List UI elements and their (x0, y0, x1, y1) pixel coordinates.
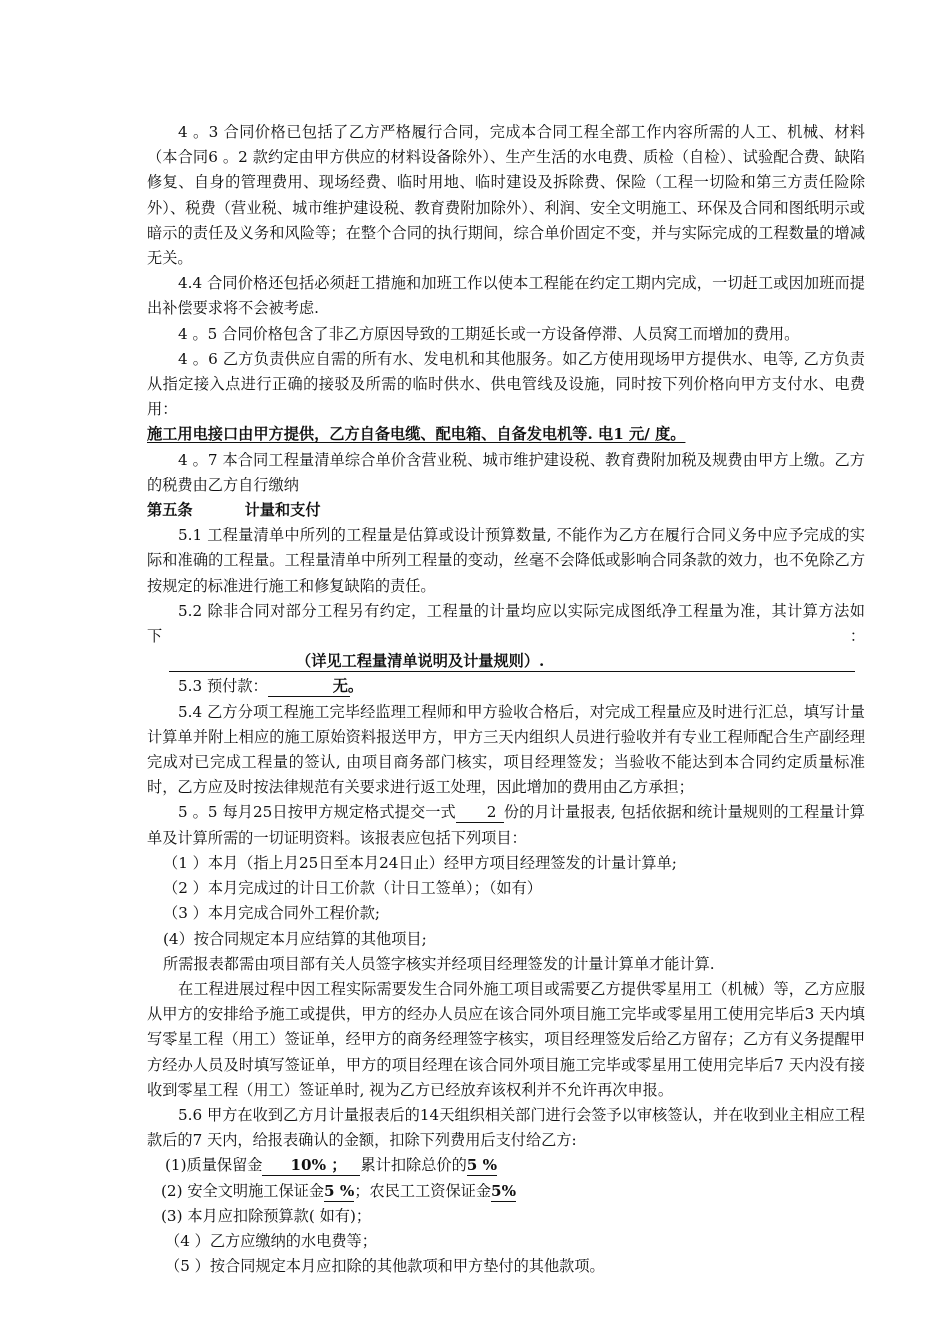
clause-5-2-text: 5.2 除非合同对部分工程另有约定，工程量的计量均应以实际完成图纸净工程量为准，其计算方法如下： (147, 601, 865, 646)
article-title: 计量和支付 (244, 501, 321, 520)
clause-4-3: 4 。3 合同价格已包括了乙方严格履行合同，完成本合同工程全部工作内容所需的人工、机械、材料（本合同6 。2 款约定由甲方供应的材料设备除外）、生产生活的水电费、质检（自检）、试验配合费、缺陷修复、自身的管理费用、现场经费、临时用地、临时建设及拆除费、保险（工程一切险和第三方责任险除外）、税费（营业税、城市维护建设税、教育费附加除外）、利润、安全文明施工、环保及合同和图纸明示或暗示的责任及义务和风险等；在整个合同的执行期间，综合单价固定不变，并与实际完成的工程数量的增减无关。 (147, 123, 865, 268)
article-number: 第五条 (147, 501, 193, 520)
clause-5-5-pre: 5 。5 每月25日按甲方规定格式提交一式 (178, 803, 456, 822)
retention-cap-rate: 5 % (466, 1156, 498, 1175)
clause-5-6: 5.6 甲方在收到乙方月计量报表后的14天组织相关部门进行会签予以审核签认，并在收到业主相应工程款后的7 天内，给报表确认的金额，扣除下列费用后支付给乙方: (147, 1105, 865, 1150)
clause-5-5-post: 份的月计量报表, 包括依据和统计量规则的工程量计算单及计算所需的一切证明资料。该报表应包括下列项目： (147, 803, 865, 847)
safety-deposit-rate: 5 % (324, 1181, 355, 1200)
deduction-item-4: （4 ）乙方应缴纳的水电费等； (165, 1231, 377, 1250)
clause-4-7: 4 。7 本合同工程量清单综合单价含营业税、城市维护建设税、教育费附加税及规费由甲方上缴。乙方的税费由乙方自行缴纳 (147, 450, 865, 494)
retention-label: (1)质量保留金 (165, 1156, 263, 1175)
wage-deposit-label: ；农民工工资保证金 (354, 1181, 492, 1200)
report-copies-field: 2 (456, 802, 504, 823)
clause-5-3 (147, 674, 865, 699)
clause-4-6: 4 。6 乙方负责供应自需的所有水、发电机和其他服务。如乙方使用现场甲方提供水、电等, 乙方负责从指定接入点进行正确的接驳及所需的临时供水、供电管线及设施，同时按下列价格向甲方支付水、电费用： (147, 349, 865, 419)
clause-5-5 (147, 800, 865, 850)
power-supply-terms: 施工用电接口由甲方提供，乙方自备电缆、配电箱、自备发电机等. 电1 元/ 度。 (147, 425, 686, 444)
report-item-4: (4）按合同规定本月应结算的其他项目; (163, 929, 427, 948)
clause-4-4: 4.4 合同价格还包括必须赶工措施和加班工作以使本工程能在约定工期内完成，一切赶工或因加班而提出补偿要求将不会被考虑. (147, 274, 865, 318)
clause-5-2 (147, 599, 865, 675)
wage-deposit-rate: 5% (491, 1181, 517, 1200)
deduction-item-1 (147, 1153, 865, 1178)
measurement-method-field: （详见工程量清单说明及计量规则）. (169, 651, 855, 672)
deduction-item-2 (147, 1179, 865, 1204)
deduction-item-3: (3) 本月应扣除预算款( 如有)； (161, 1206, 372, 1225)
contract-body (147, 120, 865, 1279)
report-item-1: （1 ）本月（指上月25日至本月24日止）经甲方项目经理签发的计量计算单; (163, 853, 677, 872)
clause-5-4: 5.4 乙方分项工程施工完毕经监理工程师和甲方验收合格后，对完成工程量应及时进行汇总，填写计量计算单并附上相应的施工原始资料报送甲方，甲方三天内组织人员进行验收并有专业工程师配合生产副经理完成对已完成工程量的签认, 由项目商务部门核实，项目经理签发；当验收不能达到本合同约定质量标准时，乙方应及时按法律规范有关要求进行返工处理，因此增加的费用由乙方承担； (147, 702, 865, 797)
advance-payment-value: 无。 (268, 676, 350, 697)
advance-payment-label: 5.3 预付款： (178, 677, 268, 696)
safety-deposit-label: (2) 安全文明施工保证金 (161, 1181, 325, 1200)
article-5-heading (147, 498, 865, 523)
extra-work-clause: 在工程进展过程中因工程实际需要发生合同外施工项目或需要乙方提供零星用工（机械）等，乙方应服从甲方的安排给予施工或提供，甲方的经办人员应在该合同外项目施工完毕或零星用工使用完毕后3 天内填写零星工程（用工）签证单，经甲方的商务经理签字核实，项目经理签发后给乙方留存；乙方有义务提醒甲方经办人员及时填写签证单，甲方的项目经理在该合同外项目施工完毕或零星用工使用完毕后7 天内没有接收到零星工程（用工）签证单时, 视为乙方已经放弃该权利并不允许再次申报。 (147, 979, 865, 1099)
retention-cap-label: 累计扣除总价的 (360, 1156, 467, 1175)
clause-5-1: 5.1 工程量清单中所列的工程量是估算或设计预算数量, 不能作为乙方在履行合同义务中应予完成的实际和准确的工程量。工程量清单中所列工程量的变动，丝毫不会降低或影响合同条款的效力，也不免除乙方按规定的标准进行施工和修复缺陷的责任。 (147, 526, 865, 595)
retention-rate: 10% ； (262, 1155, 360, 1176)
clause-4-5: 4 。5 合同价格包含了非乙方原因导致的工期延长或一方设备停滞、人员窝工而增加的费用。 (178, 324, 800, 343)
deduction-item-5: （5 ）按合同规定本月应扣除的其他款项和甲方垫付的其他款项。 (165, 1257, 605, 1276)
report-note: 所需报表都需由项目部有关人员签字核实并经项目经理签发的计量计算单才能计算. (163, 954, 715, 973)
report-item-2: （2 ）本月完成过的计日工价款（计日工签单）；（如有） (163, 879, 542, 898)
report-item-3: （3 ）本月完成合同外工程价款; (163, 904, 381, 923)
